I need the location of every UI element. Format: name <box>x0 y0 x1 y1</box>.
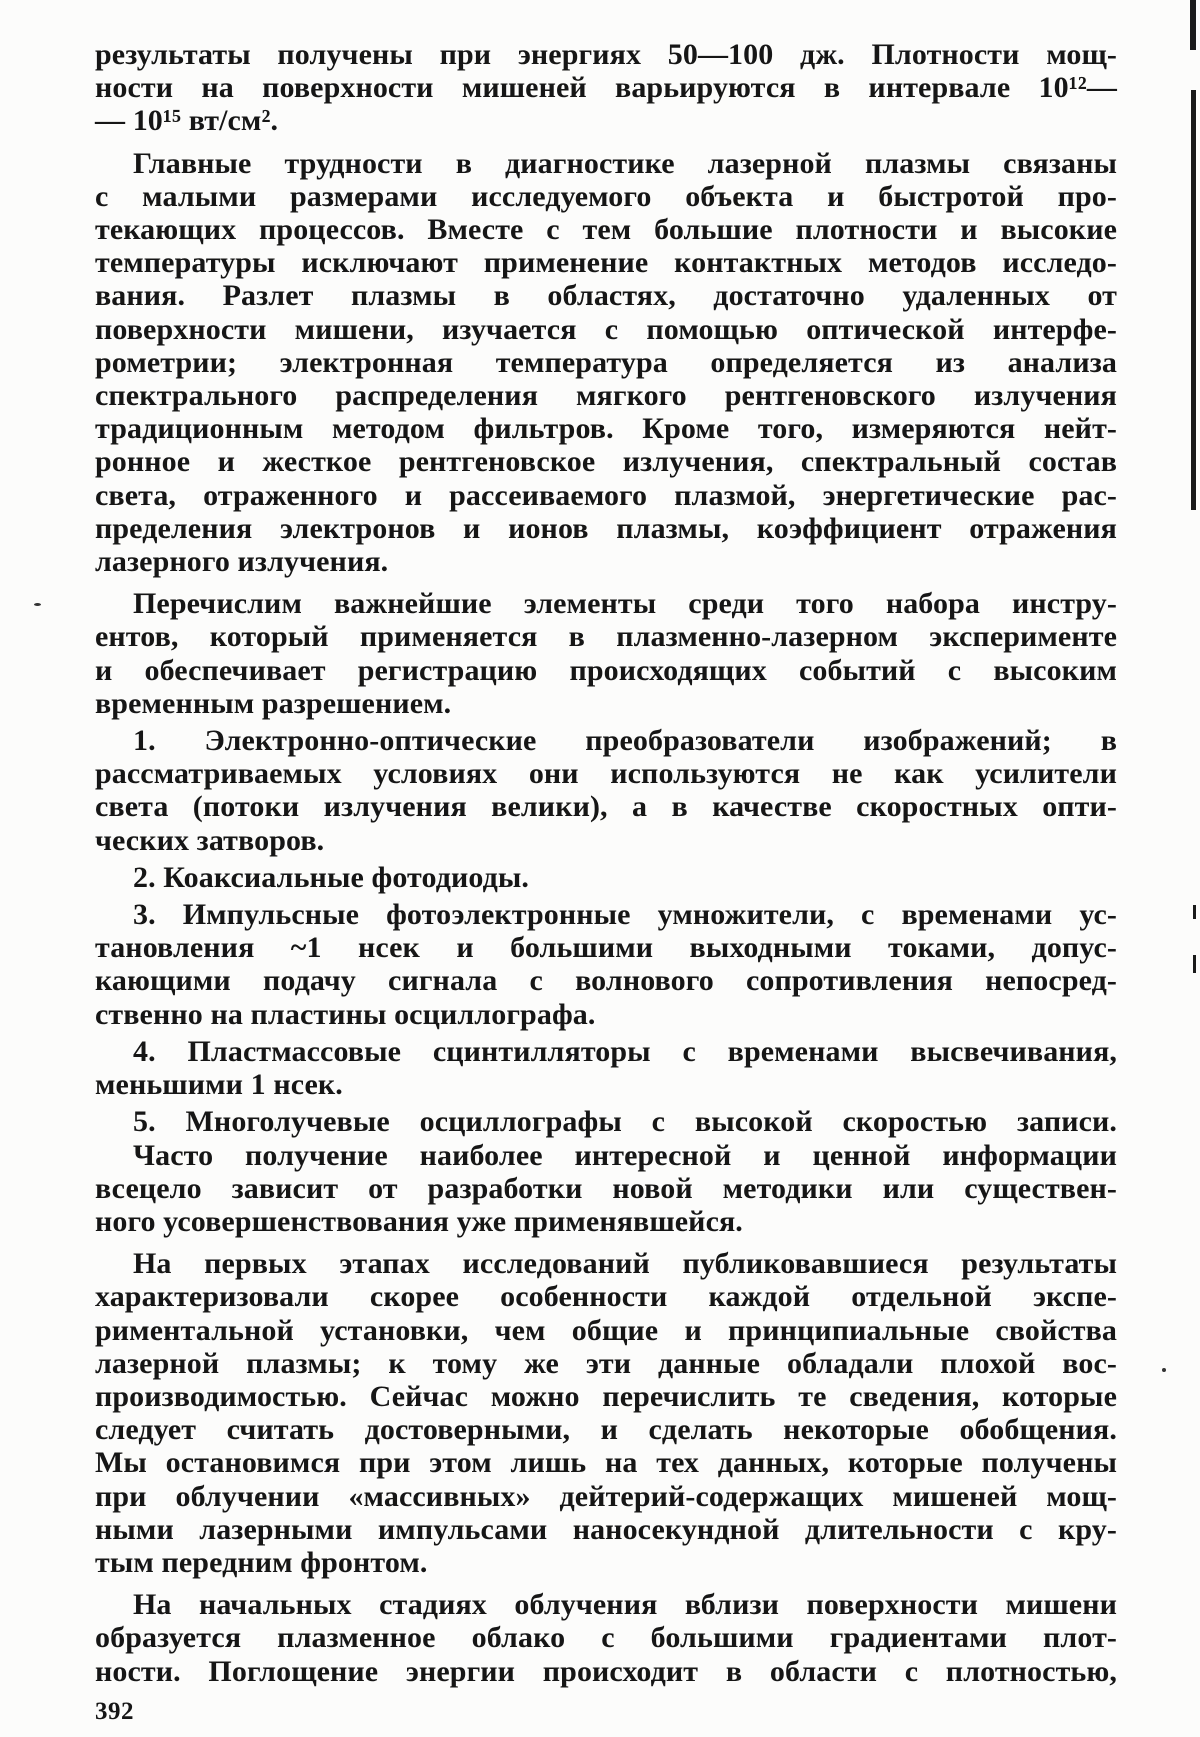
text-line: ентов, который применяется в плазменно-лазерном эксперименте <box>95 620 1117 654</box>
list-item-4 <box>95 1035 1117 1101</box>
text-line: всецело зависит от разработки новой методики или существен- <box>95 1171 1117 1205</box>
paragraph-intro <box>95 38 1117 138</box>
text-line: температуры исключают применение контактных методов исследо- <box>95 246 1117 280</box>
paragraph-results <box>95 1247 1117 1579</box>
text-line: при облучении «массивных» дейтерий-содержащих мишеней мощ- <box>95 1479 1117 1513</box>
text-line: результаты получены при энергиях 50—100 дж. Плотности мощ- <box>95 38 1117 71</box>
text-line: 1. Электронно-оптические преобразователи изображений; в <box>133 724 1117 758</box>
text-line: ности. Поглощение энергии происходит в области с плотностью, <box>95 1654 1117 1688</box>
text-line: рассматриваемых условиях они используются не как усилители <box>95 757 1117 791</box>
list-item-5 <box>95 1105 1117 1138</box>
text-line: Мы остановимся при этом лишь на тех данных, которые получены <box>95 1446 1117 1480</box>
text-line: следует считать достоверными, и сделать некоторые обобщения. <box>95 1413 1117 1447</box>
text-line: На начальных стадиях облучения вблизи поверхности мишени <box>133 1588 1117 1622</box>
text-line: тым передним фронтом. <box>95 1545 428 1579</box>
page-number: 392 <box>95 1698 134 1725</box>
scan-edge-mark <box>1193 905 1196 919</box>
scan-edge-mark <box>1191 90 1196 510</box>
text-line: Часто получение наиболее интересной и ценной информации <box>133 1138 1117 1172</box>
text-line: На первых этапах исследований публиковавшиеся результаты <box>133 1247 1117 1281</box>
list-item-2 <box>95 861 1117 894</box>
text-line: ческих затворов. <box>95 823 325 857</box>
text-line: света (потоки излучения велики), а в качестве скоростных опти- <box>95 790 1117 824</box>
text-line: ронное и жесткое рентгеновское излучения, спектральный состав <box>95 445 1117 479</box>
text-line: вания. Разлет плазмы в областях, достаточно удаленных от <box>95 279 1117 313</box>
scan-edge-mark <box>1193 955 1196 973</box>
text-line: ности на поверхности мишеней варьируются в интервале 10¹²— <box>95 71 1117 105</box>
list-item-3 <box>95 898 1117 1031</box>
text-line: пределения электронов и ионов плазмы, коэффициент отражения <box>95 511 1117 545</box>
text-line: 4. Пластмассовые сцинтилляторы с временами высвечивания, <box>133 1034 1117 1068</box>
text-line: производимостью. Сейчас можно перечислить те сведения, которые <box>95 1379 1117 1413</box>
text-line: Главные трудности в диагностике лазерной плазмы связаны <box>133 146 1117 180</box>
scan-speck <box>1162 1368 1166 1372</box>
text-line: текающих процессов. Вместе с тем большие плотности и высокие <box>95 213 1117 247</box>
text-line: лазерной плазмы; к тому же эти данные обладали плохой вос- <box>95 1346 1117 1380</box>
text-line: лазерного излучения. <box>95 545 389 579</box>
paragraph-initial-stages <box>95 1588 1117 1688</box>
text-line: временным разрешением. <box>95 686 452 720</box>
text-line: Перечислим важнейшие элементы среди того набора инстру- <box>133 587 1117 621</box>
text-line: — 10¹⁵ вт/см². <box>95 104 279 138</box>
text-line: поверхности мишени, изучается с помощью оптической интерфе- <box>95 312 1117 346</box>
text-line: света, отраженного и рассеиваемого плазмой, энергетические рас- <box>95 478 1117 512</box>
list-item-1 <box>95 724 1117 857</box>
text-line: характеризовали скорее особенности каждой отдельной экспе- <box>95 1280 1117 1314</box>
body-text <box>95 38 1117 1688</box>
text-line: рометрии; электронная температура определяется из анализа <box>95 345 1117 379</box>
text-line: ственно на пластины осциллографа. <box>95 997 596 1031</box>
scan-speck <box>34 603 41 606</box>
text-line: 5. Многолучевые осциллографы с высокой скоростью записи. <box>133 1105 1117 1139</box>
text-line: 2. Коаксиальные фотодиоды. <box>133 860 530 894</box>
paragraph-methods <box>95 1139 1117 1239</box>
text-line: кающими подачу сигнала с волнового сопротивления непосред- <box>95 964 1117 998</box>
paragraph-instruments <box>95 587 1117 720</box>
text-line: риментальной установки, чем общие и принципиальные свойства <box>95 1313 1117 1347</box>
text-line: спектрального распределения мягкого рентгеновского излучения <box>95 379 1117 413</box>
text-line: меньшими 1 нсек. <box>95 1068 343 1102</box>
text-line: ного усовершенствования уже применявшейся. <box>95 1204 743 1238</box>
text-line: тановления ~1 нсек и большими выходными токами, допус- <box>95 931 1117 965</box>
text-line: с малыми размерами исследуемого объекта и быстротой про- <box>95 179 1117 213</box>
text-line: образуется плазменное облако с большими градиентами плот- <box>95 1621 1117 1655</box>
text-line: традиционным методом фильтров. Кроме того, измеряются нейт- <box>95 412 1117 446</box>
text-line: и обеспечивает регистрацию происходящих событий с высоким <box>95 653 1117 687</box>
paragraph-difficulties <box>95 147 1117 579</box>
scan-edge-mark <box>1190 0 1196 50</box>
text-line: 3. Импульсные фотоэлектронные умножители, с временами ус- <box>133 898 1117 932</box>
text-line: ными лазерными импульсами наносекундной длительности с кру- <box>95 1512 1117 1546</box>
